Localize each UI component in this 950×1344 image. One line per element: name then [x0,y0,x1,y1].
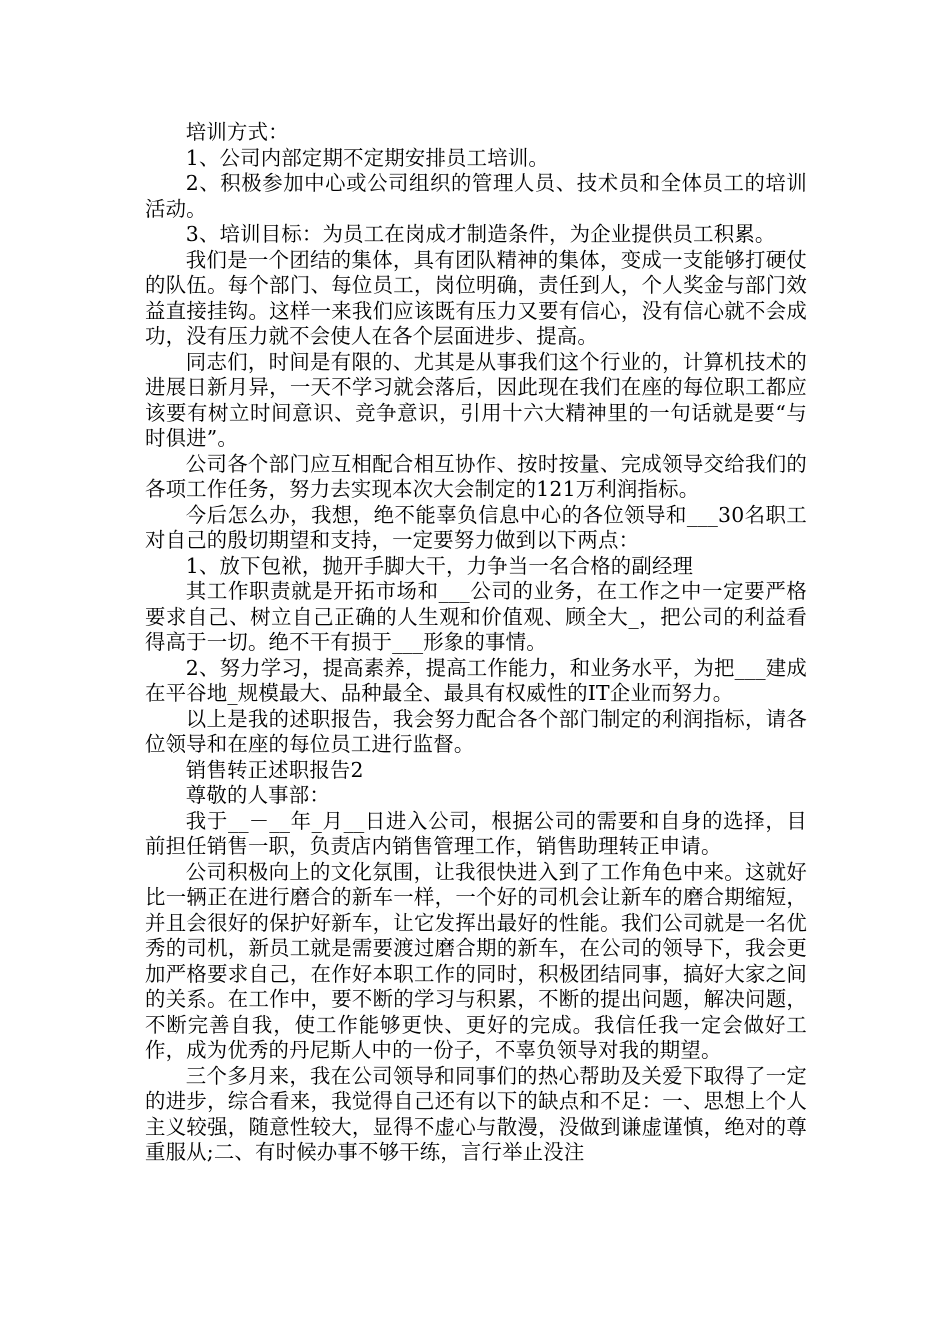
section-title: 销售转正述职报告2 [185,757,364,782]
paragraph-training-item-3: 3、培训目标：为员工在岗成才制造条件，为企业提供员工积累。 [185,222,776,246]
paragraph-team: 我们是一个团结的集体，具有团队精神的集体，变成一支能够打硬仗的队伍。每个部门、每位员工，岗位明确，责任到人，个人奖金与部门效益直接挂钩。这样一来我们应该既有压力又要有信心，没有信心就不会成功，没有压力就不会使人在各个层面进步、提高。 [145,247,807,348]
paragraph-training-item-1: 1、公司内部定期不定期安排员工培训。 [185,145,550,170]
paragraph-conclusion: 以上是我的述职报告，我会努力配合各个部门制定的利润指标，请各位领导和在座的每位员工进行监督。 [145,706,807,756]
paragraph-departments: 公司各个部门应互相配合相互协作、按时按量、完成领导交给我们的各项工作任务，努力去实现本次大会制定的121万利润指标。 [145,451,807,501]
paragraph-duties: 其工作职责就是开拓市场和___公司的业务，在工作之中一定要严格要求自己、树立自己正确的人生观和价值观、顾全大_，把公司的利益看得高于一切。绝不干有损于___形象的事情。 [145,579,807,654]
paragraph-culture: 公司积极向上的文化氛围，让我很快进入到了工作角色中来。这就好比一辆正在进行磨合的新车一样，一个好的司机会让新车的磨合期缩短，并且会很好的保护好新车，让它发挥出最好的性能。我们公司就是一名优秀的司机，新员工就是需要渡过磨合期的新车，在公司的领导下，我会更加严格要求自己，在作好本职工作的同时，积极团结同事，搞好大家之间的关系。在工作中，要不断的学习与积累，不断的提出问题，解决问题，不断完善自我，使工作能够更快、更好的完成。我信任我一定会做好工作，成为优秀的丹尼斯人中的一份子，不辜负领导对我的期望。 [145,859,807,1062]
paragraph-joined: 我于__－__年_月__日进入公司，根据公司的需要和自身的选择，目前担任销售一职，负责店内销售管理工作，销售助理转正申请。 [145,808,807,858]
paragraph-training-item-2: 2、积极参加中心或公司组织的管理人员、技术员和全体员工的培训活动。 [145,171,807,221]
paragraph-training-method: 培训方式： [185,120,289,144]
paragraph-comrades: 同志们，时间是有限的、尤其是从事我们这个行业的，计算机技术的进展日新月异，一天不学习就会落后，因此现在我们在座的每位职工都应该要有树立时间意识、竞争意识，引用十六大精神里的一句话就是要“与时俱进”。 [145,349,807,450]
document-page [145,120,807,1166]
paragraph-future: 今后怎么办，我想，绝不能辜负信息中心的各位领导和___30名职工对自己的殷切期望和支持，一定要努力做到以下两点： [145,502,807,552]
paragraph-point-1: 1、放下包袱，抛开手脚大干，力争当一名合格的副经理 [185,553,694,578]
paragraph-shortcomings: 三个多月来，我在公司领导和同事们的热心帮助及关爱下取得了一定的进步，综合看来，我觉得自己还有以下的缺点和不足：一、思想上个人主义较强，随意性较大，显得不虚心与散漫，没做到谦虚谨慎，绝对的尊重服从;二、有时候办事不够干练，言行举止没注 [145,1063,807,1164]
salutation: 尊敬的人事部： [185,783,330,807]
paragraph-point-2: 2、努力学习，提高素养，提高工作能力，和业务水平，为把___建成在平谷地_规模最大、品种最全、最具有权威性的IT企业而努力。 [145,655,807,705]
